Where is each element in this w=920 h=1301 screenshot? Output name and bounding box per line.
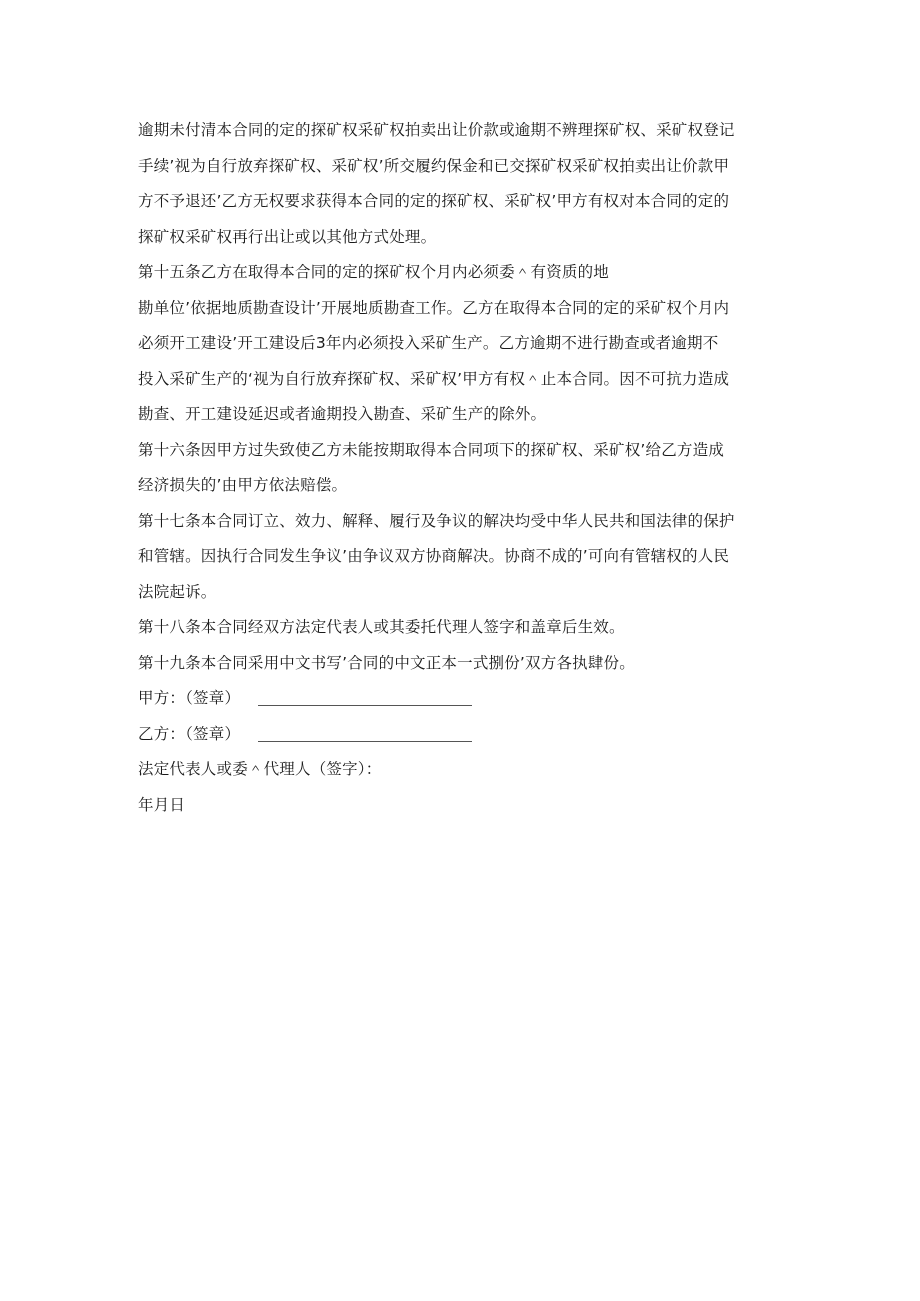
paragraph-forfeit (138, 113, 786, 255)
text-line: 和管辖。因执行合同发生争议’由争议双方协商解决。协商不成的’可向有管辖权的人民 (138, 547, 730, 565)
party-b-signature-line[interactable] (258, 717, 472, 742)
party-a-label: 甲方：（签章） (138, 689, 241, 707)
party-a-signature-line[interactable] (258, 681, 472, 706)
date-line (138, 788, 786, 824)
signature-party-a (138, 681, 786, 717)
text-line: 投入采矿生产的‘视为自行放弃探矿权、采矿权’甲方有权＾止本合同。因不可抗力造成 (138, 369, 730, 388)
representative-label: 法定代表人或委＾代理人（签字）： (138, 760, 382, 778)
paragraph-article-15 (138, 255, 786, 291)
text-line: 第十六条因甲方过失致使乙方未能按期取得本合同项下的探矿权、采矿权’给乙方造成 (138, 440, 725, 459)
paragraph-article-16 (138, 433, 786, 504)
party-b-label: 乙方：（签章） (138, 724, 241, 743)
signature-representative (138, 752, 786, 788)
text-line: 探矿权采矿权再行出让或以其他方式处理。 (138, 227, 437, 246)
text-line: 勘单位’依据地质勘查设计’开展地质勘查工作。乙方在取得本合同的定的采矿权个月内 (138, 298, 730, 317)
text-line: 手续’视为自行放弃探矿权、采矿权’所交履约保金和已交探矿权采矿权拍卖出让价款甲 (138, 156, 730, 175)
paragraph-article-17 (138, 504, 786, 611)
contract-body (138, 113, 786, 823)
text-line: 法院起诉。 (138, 582, 217, 601)
text-line: 必须开工建设’开工建设后3年内必须投入采矿生产。乙方逾期不进行勘查或者逾期不 (138, 334, 719, 352)
paragraph-article-18 (138, 610, 786, 646)
text-line: 方不予退还’乙方无权要求获得本合同的定的探矿权、采矿权’甲方有权对本合同的定的 (138, 192, 730, 210)
text-line: 经济损失的’由甲方依法赔偿。 (138, 476, 348, 494)
date-label: 年月日 (138, 795, 186, 814)
text-line: 逾期未付清本合同的定的探矿权采矿权拍卖出让价款或逾期不辨理探矿权、采矿权登记 (138, 121, 735, 139)
text-line: 第十九条本合同采用中文书写’合同的中文正本一式捌份’双方各执肆份。 (138, 653, 635, 672)
text-line: 第十八条本合同经双方法定代表人或其委托代理人签字和盖章后生效。 (138, 618, 625, 636)
paragraph-survey-work (138, 291, 786, 433)
text-line: 第十七条本合同订立、效力、解释、履行及争议的解决均受中华人民共和国法律的保护 (138, 511, 735, 530)
paragraph-article-19 (138, 646, 786, 682)
text-line: 第十五条乙方在取得本合同的定的探矿权个月内必须委＾有资质的地 (138, 263, 610, 281)
text-line: 勘查、开工建设延迟或者逾期投入勘查、采矿生产的除外。 (138, 405, 547, 423)
signature-party-b (138, 717, 786, 753)
